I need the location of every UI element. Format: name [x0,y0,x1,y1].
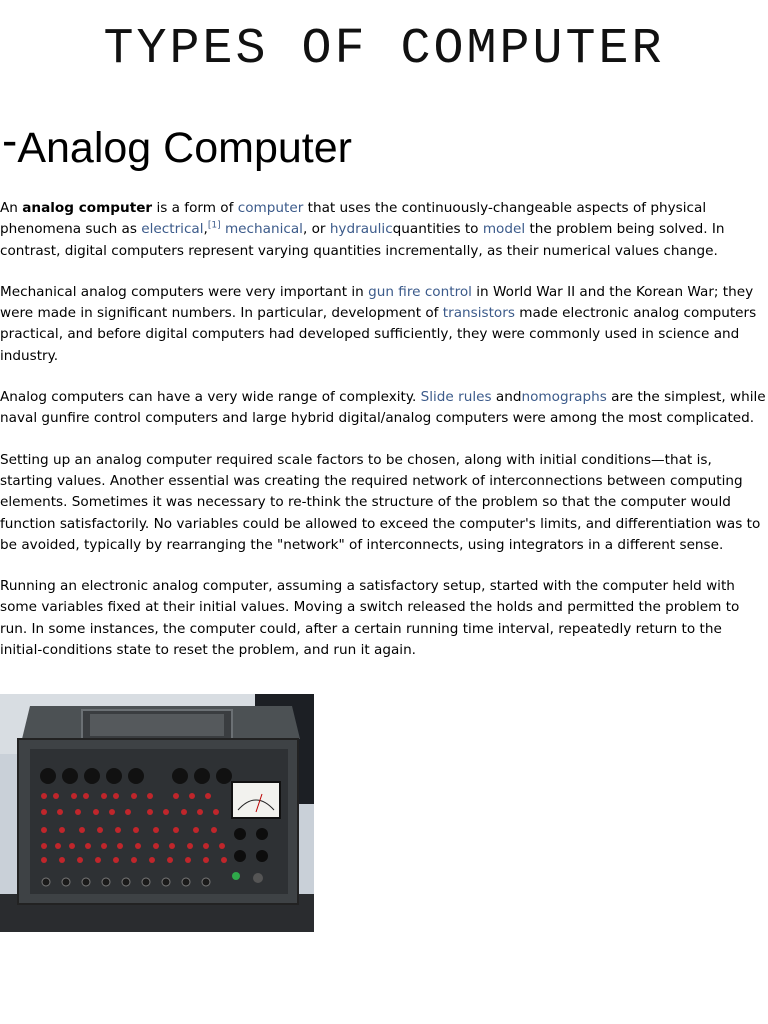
paragraph-2 [0,282,766,367]
text-span: in World War II and the Korean War; they were made in significant numbers. In particular, development of [0,283,754,322]
link-slide-rules[interactable]: Slide rules [420,389,492,406]
analog-computer-photo [0,694,314,932]
text-span: , [203,221,208,238]
link-hydraulic[interactable]: hydraulic [329,221,393,238]
page-title: TYPES OF COMPUTER [103,21,665,78]
citation-ref[interactable]: [1] [207,220,221,231]
link-mechanical[interactable]: mechanical [224,221,303,238]
link-electrical[interactable]: electrical [141,221,204,238]
link-gun-fire-control[interactable]: gun fire control [368,283,472,300]
heading-dash: - [2,114,18,166]
bold-term: analog computer [22,200,153,216]
text-span: An [0,200,23,216]
link-model[interactable]: model [482,221,526,238]
text-span: quantities to [392,221,483,238]
text-span: are the simplest, while naval gunfire control computers and large hybrid digital/analog computers were among the most complicated. [0,389,766,427]
paragraph-4: Setting up an analog computer required scale factors to be chosen, along with initial conditions—that is, starting values. Another essential was creating the required network of interconnections between computing elements. Sometimes it was necessary to re-think the structure of the problem so that the computer would function satisfactorily. No variables could be allowed to exceed the computer's limits, and differentiation was to be avoided, typically by rearranging the "network" of interconnects, using integrators in a different sense. [0,451,761,553]
link-computer[interactable]: computer [237,200,304,216]
text-span: Mechanical analog computers were very important in [0,283,369,300]
paragraph-5: Running an electronic analog computer, assuming a satisfactory setup, started with the computer held with some variables fixed at their initial values. Moving a switch released the holds and permitted the problem to run. In some instances, the computer could, after a certain running time interval, repeatedly return to the initial-conditions state to reset the problem, and run it again. [0,578,740,659]
link-transistors[interactable]: transistors [442,305,515,322]
paragraph-1 [0,198,766,262]
article-body [0,198,766,681]
text-span: made electronic analog computers practical, and before digital computers had developed sufficiently, they were commonly used in science and industry. [0,305,757,364]
text-span: the problem being solved. In contrast, digital computers represent varying quantities incrementally, as their numerical values change. [0,221,725,259]
text-span: and [491,389,522,406]
section-heading [2,114,352,176]
heading-text: Analog Computer [17,124,352,172]
text-span: , or [302,221,330,238]
link-nomographs[interactable]: nomographs [521,389,607,406]
text-span: that uses the continuously-changeable aspects of physical phenomena such as [0,200,707,238]
paragraph-3 [0,387,766,430]
text-span: Analog computers can have a very wide range of complexity. [0,389,421,406]
text-span: is a form of [152,200,238,216]
